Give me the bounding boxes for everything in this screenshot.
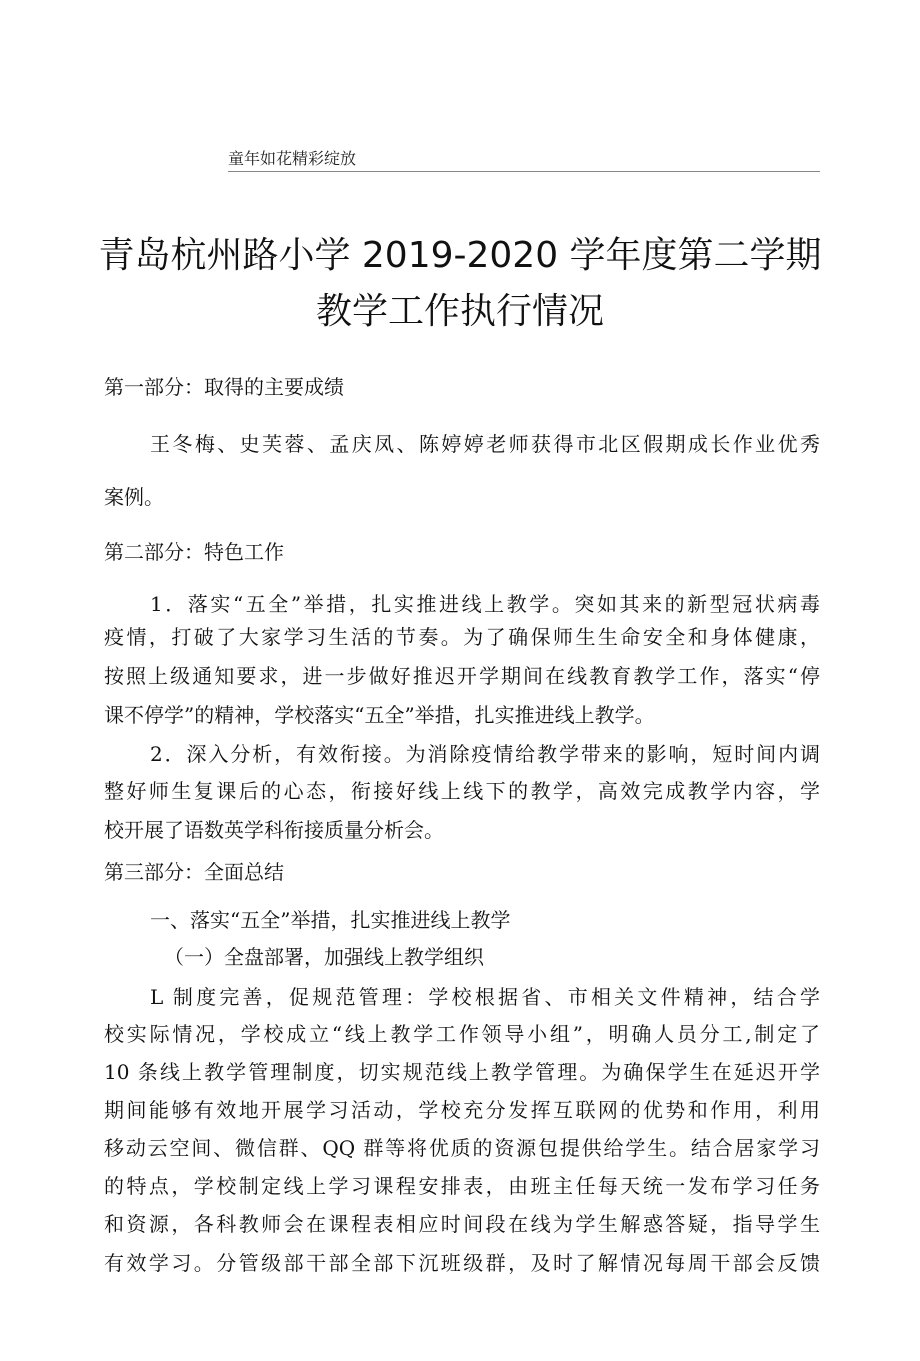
paragraph-line: 王冬梅、史芙蓉、孟庆凤、陈婷婷老师获得市北区假期成长作业优秀 [150,432,820,456]
paragraph-line: 和资源，各科教师会在课程表相应时间段在线为学生解惑答疑，指导学生 [104,1212,820,1236]
subsection-heading: （一）全盘部署，加强线上教学组织 [164,945,484,969]
document-title-line-1: 青岛杭州路小学 2019-2020 学年度第二学期 [98,235,822,276]
paragraph-line: 校实际情况，学校成立“线上教学工作领导小组”，明确人员分工,制定了 [104,1022,820,1046]
paragraph-line: 1．落实“五全”举措，扎实推进线上教学。突如其来的新型冠状病毒 [150,592,820,616]
header-divider [228,171,820,172]
section-heading-3: 第三部分：全面总结 [104,860,284,884]
paragraph-line: 10 条线上教学管理制度，切实规范线上教学管理。为确保学生在延迟开学 [104,1060,820,1084]
section-heading-2: 第二部分：特色工作 [104,540,284,564]
paragraph-line: L 制度完善，促规范管理：学校根据省、市相关文件精神，结合学 [150,985,820,1009]
paragraph-line: 疫情，打破了大家学习生活的节奏。为了确保师生生命安全和身体健康， [104,625,820,649]
paragraph-line: 的特点，学校制定线上学习课程安排表，由班主任每天统一发布学习任务 [104,1174,820,1198]
document-title-line-2: 教学工作执行情况 [315,291,604,332]
paragraph-line: 课不停学”的精神，学校落实“五全”举措，扎实推进线上教学。 [104,703,655,727]
subsection-heading: 一、落实“五全”举措，扎实推进线上教学 [150,908,511,932]
paragraph-line: 移动云空间、微信群、QQ 群等将优质的资源包提供给学生。结合居家学习 [104,1136,820,1160]
paragraph-line: 整好师生复课后的心态，衔接好线上线下的教学，高效完成教学内容，学 [104,779,820,803]
paragraph-line: 按照上级通知要求，进一步做好推迟开学期间在线教育教学工作，落实“停 [104,664,820,688]
paragraph-line: 校开展了语数英学科衔接质量分析会。 [104,818,444,842]
running-header: 童年如花精彩绽放 [228,149,357,168]
paragraph-line: 案例。 [104,485,164,509]
section-heading-1: 第一部分：取得的主要成绩 [104,375,344,399]
paragraph-line: 有效学习。分管级部干部全部下沉班级群，及时了解情况每周干部会反馈 [104,1251,820,1275]
paragraph-line: 2．深入分析，有效衔接。为消除疫情给教学带来的影响，短时间内调 [150,742,820,766]
paragraph-line: 期间能够有效地开展学习活动，学校充分发挥互联网的优势和作用，利用 [104,1098,820,1122]
